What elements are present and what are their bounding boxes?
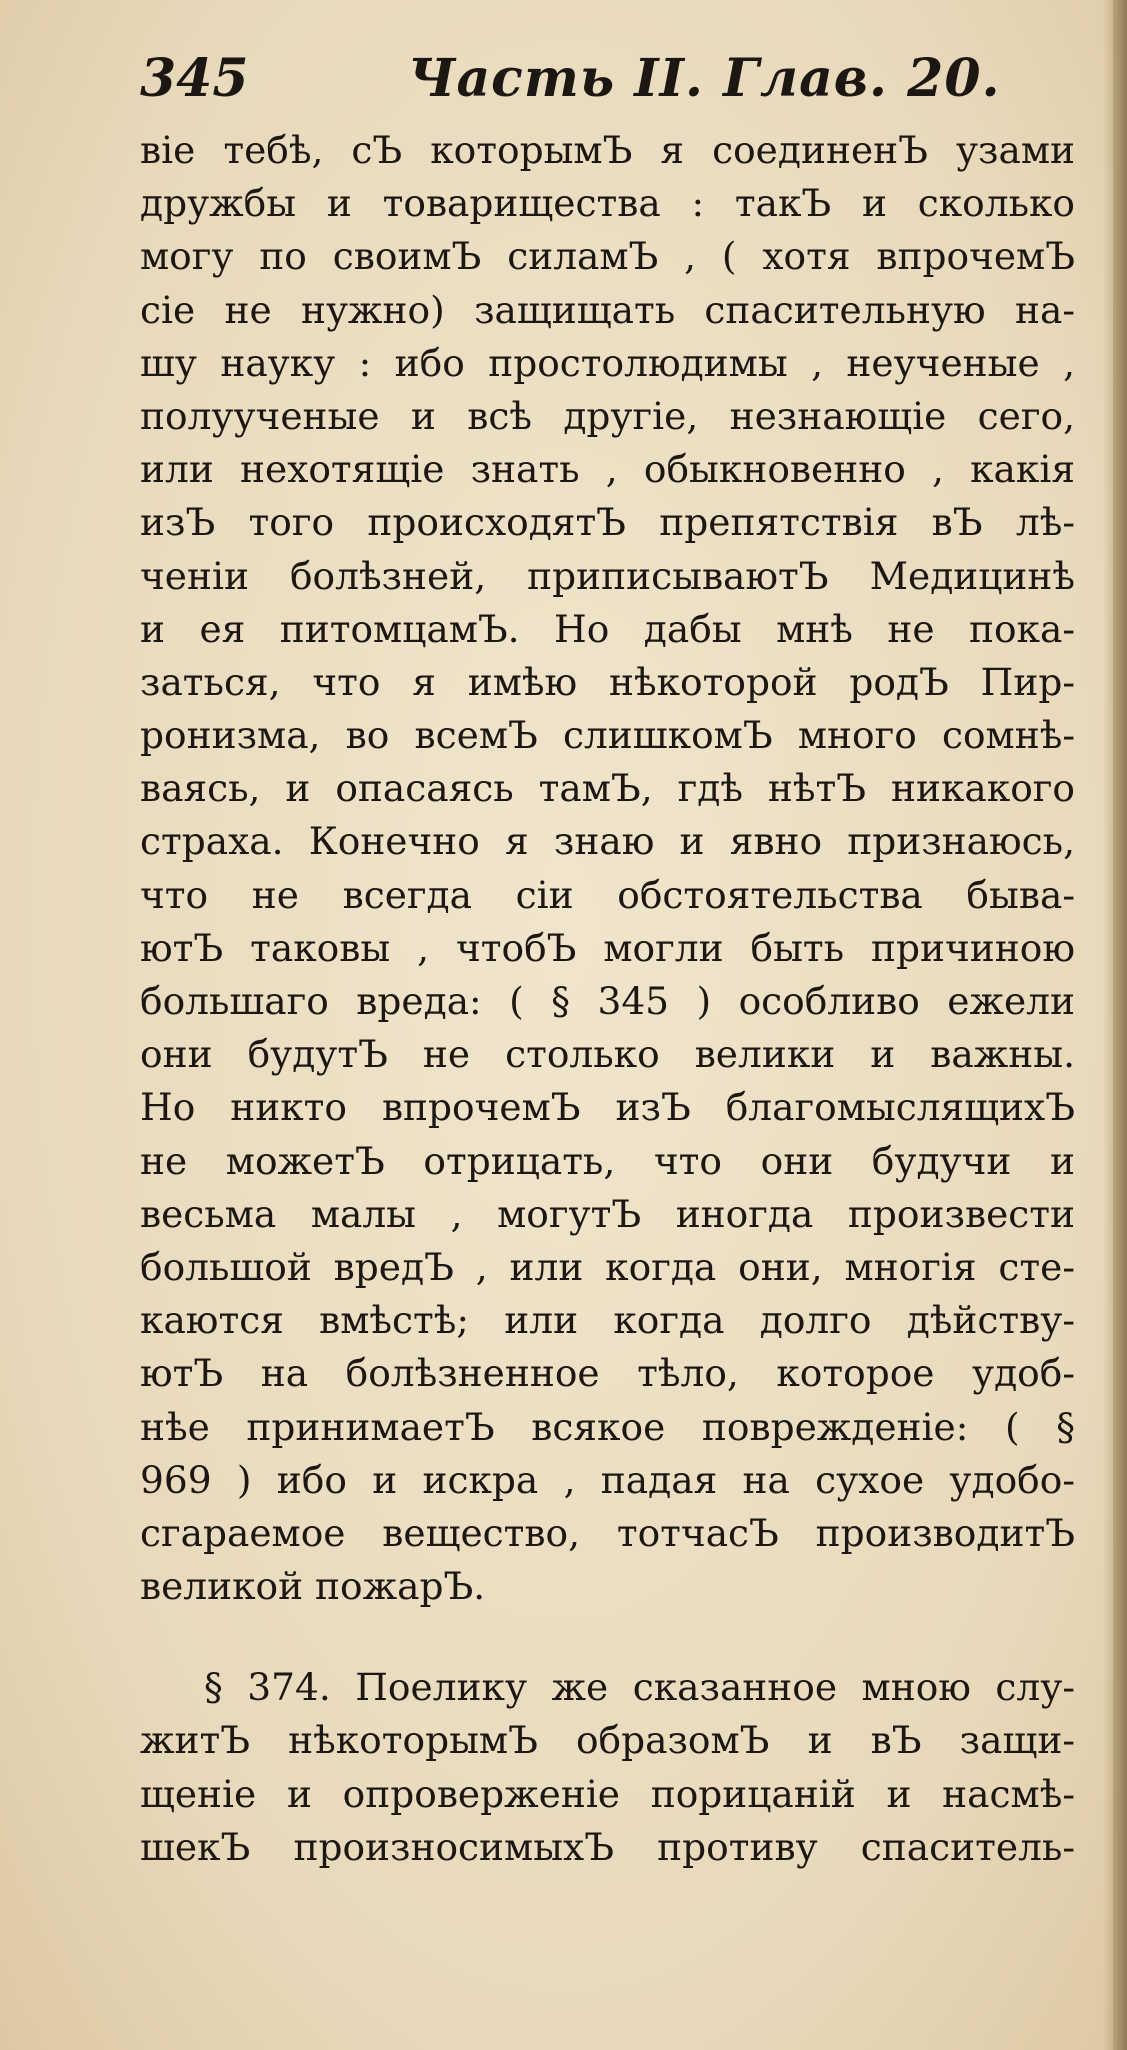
text-line: страха. Конечно я знаю и явно признаюсь, <box>140 819 1075 864</box>
text-line: житЪ нѣкоторымЪ образомЪ и вЪ защи- <box>140 1718 1075 1763</box>
text-line: Но никто впрочемЪ изЪ благомыслящихЪ <box>140 1085 1075 1130</box>
text-line: сіе не нужно) защищать спасительную на- <box>140 287 1075 332</box>
page-number: 345 <box>140 48 249 109</box>
text-line: и ея питомцамЪ. Но дабы мнѣ не пока- <box>140 606 1075 651</box>
text-line: віе тебѣ, сЪ которымЪ я соединенЪ узами <box>140 128 1075 172</box>
text-line: могу по своимЪ силамЪ , ( хотя впрочемЪ <box>140 234 1075 279</box>
body-text <box>140 124 1075 1874</box>
running-head: Часть II. Глав. 20. <box>408 48 1001 109</box>
text-line: 969 ) ибо и искра , падая на сухое удобо- <box>140 1457 1075 1502</box>
text-line: они будутЪ не столько велики и важны. <box>140 1032 1075 1077</box>
text-line: ваясь, и опасаясь тамЪ, гдѣ нѣтЪ никакого <box>140 766 1075 811</box>
text-line: дружбы и товарищества : такЪ и сколько <box>140 181 1075 226</box>
text-line: каются вмѣстѣ; или когда долго дѣйству- <box>140 1298 1075 1343</box>
text-line: щеніе и опроверженіе порицаній и насмѣ- <box>140 1771 1075 1816</box>
text-line: ютЪ таковы , чтобЪ могли быть причиною <box>140 925 1075 970</box>
text-line: ютЪ на болѣзненное тѣло, которое удоб- <box>140 1351 1075 1396</box>
paragraph <box>140 1661 1075 1874</box>
text-line: ченіи болѣзней, приписываютЪ Медицинѣ <box>140 553 1075 598</box>
paragraph <box>140 124 1075 1613</box>
text-line: полуученые и всѣ другіе, незнающіе сего, <box>140 393 1075 438</box>
text-line: весьма малы , могутЪ иногда произвести <box>140 1191 1075 1236</box>
text-line: большаго вреда: ( § 345 ) особливо ежели <box>140 979 1075 1023</box>
text-line: великой пожарЪ. <box>140 1564 486 1609</box>
text-line: сгараемое вещество, тотчасЪ производитЪ <box>140 1510 1075 1555</box>
text-line: изЪ того происходятЪ препятствія вЪ лѣ- <box>140 500 1075 545</box>
text-line: что не всегда сіи обстоятельства быва- <box>140 872 1075 917</box>
page-edge <box>1113 0 1127 2050</box>
page-edge-shadow <box>1103 0 1113 2050</box>
text-line: ронизма, во всемЪ слишкомЪ много сомнѣ- <box>140 713 1075 758</box>
text-line: шу науку : ибо простолюдимы , неученые , <box>140 340 1075 385</box>
text-line: шекЪ произносимыхЪ противу спаситель- <box>140 1824 1075 1869</box>
text-line: § 374. Поелику же сказанное мною слу- <box>204 1665 1075 1710</box>
text-line: нѣе принимаетЪ всякое поврежденіе: ( § <box>140 1404 1075 1449</box>
paragraph-gap <box>140 1613 1075 1661</box>
text-line: или нехотящіе знать , обыкновенно , какія <box>140 447 1075 492</box>
text-line: заться, что я имѣю нѣкоторой родЪ Пир- <box>140 659 1075 704</box>
text-line: большой вредЪ , или когда они, многія сте- <box>140 1244 1075 1289</box>
text-line: не можетЪ отрицать, что они будучи и <box>140 1138 1075 1183</box>
